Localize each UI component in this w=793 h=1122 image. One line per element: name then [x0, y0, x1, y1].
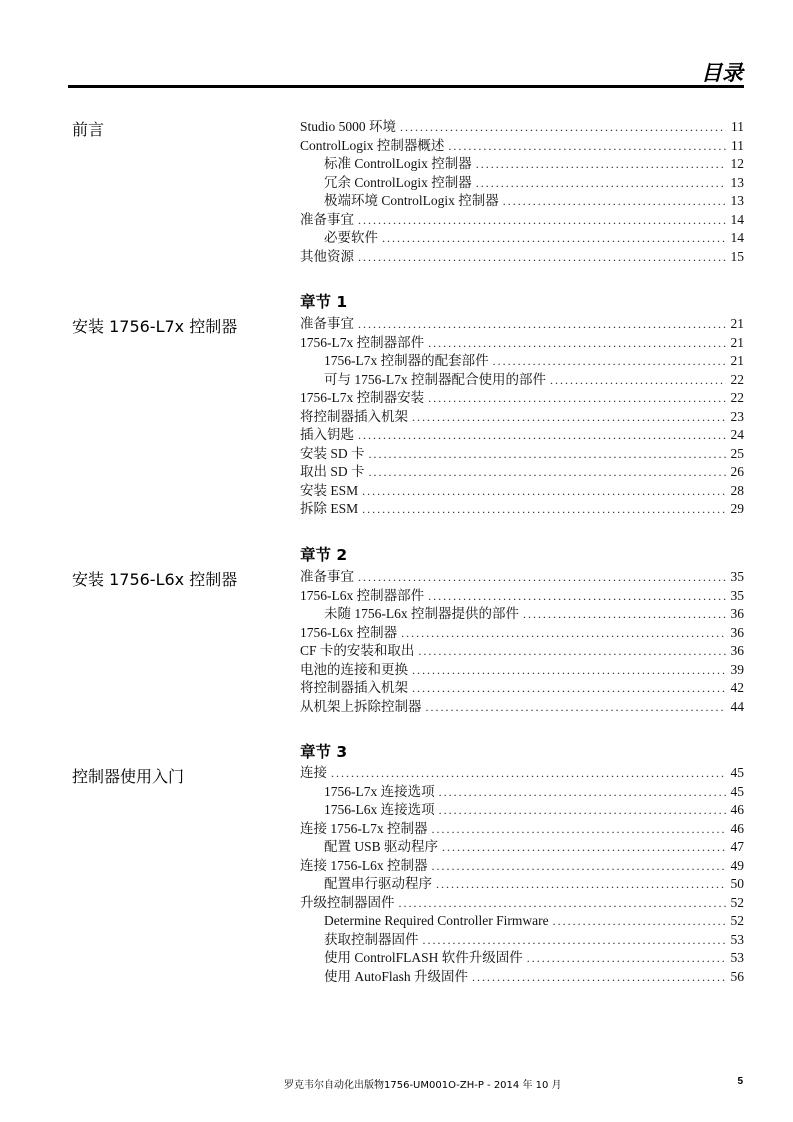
- toc-entry-page: 53: [730, 931, 744, 947]
- section-title: 安装 1756-L7x 控制器: [72, 317, 238, 336]
- toc-entry-text: 必要软件: [324, 230, 378, 245]
- dot-leader: [362, 500, 726, 519]
- toc-entry-page: 21: [730, 316, 744, 331]
- toc-entry-text: 连接 1756-L6x 控制器: [300, 857, 428, 873]
- toc-entry-page: 23: [730, 408, 744, 424]
- chapter-label: 章节 3: [300, 743, 348, 761]
- section-title: 控制器使用入门: [72, 767, 185, 786]
- toc-entry[interactable]: [300, 408, 744, 427]
- toc-entry-text: 其他资源: [300, 248, 354, 264]
- toc-entry[interactable]: [300, 118, 744, 137]
- section-title: 安装 1756-L6x 控制器: [72, 570, 238, 589]
- toc-entry-page: 13: [730, 174, 744, 190]
- toc-entry[interactable]: [300, 445, 744, 464]
- toc-entry-text: 1756-L6x 连接选项: [324, 802, 435, 817]
- toc-entry-text: 升级控制器固件: [300, 894, 395, 910]
- dot-leader: [432, 857, 727, 876]
- toc-entry[interactable]: [300, 857, 744, 876]
- toc-entry-page: 36: [730, 606, 744, 621]
- toc-entry[interactable]: [300, 137, 744, 156]
- dot-leader: [476, 174, 726, 193]
- chapter-label: 章节 2: [300, 546, 348, 564]
- dot-leader: [442, 838, 726, 857]
- toc-entry-page: 36: [730, 643, 744, 658]
- toc-entry-page: 22: [730, 390, 744, 405]
- toc-list: [300, 315, 744, 519]
- toc-list: [300, 568, 744, 716]
- toc-entry-page: 45: [730, 783, 744, 799]
- toc-entry-text: 安装 SD 卡: [300, 445, 365, 461]
- dot-leader: [369, 463, 726, 482]
- toc-entry-text: 准备事宜: [300, 569, 354, 584]
- toc-entry-page: 24: [730, 427, 744, 442]
- footer-publication: 罗克韦尔自动化出版物1756-UM001O-ZH-P - 2014 年 10 月: [284, 1080, 562, 1091]
- toc-entry-page: 52: [730, 913, 744, 928]
- toc-entry-page: 25: [730, 445, 744, 461]
- toc-entry-text: 连接 1756-L7x 控制器: [300, 820, 428, 836]
- section-title: 前言: [72, 120, 105, 139]
- toc-entry-page: 11: [731, 119, 744, 134]
- toc-entry-text: 1756-L6x 控制器部件: [300, 587, 425, 603]
- toc-entry[interactable]: [300, 968, 744, 987]
- toc-entry-page: 44: [730, 698, 744, 714]
- toc-entry-text: 1756-L7x 控制器部件: [300, 334, 425, 350]
- toc-entry[interactable]: [300, 482, 744, 501]
- dot-leader: [423, 931, 727, 950]
- dot-leader: [331, 764, 726, 783]
- toc-entry-page: 46: [730, 820, 744, 836]
- toc-entry-text: 拆除 ESM: [300, 501, 359, 516]
- dot-leader: [439, 783, 726, 802]
- toc-entry-page: 49: [730, 857, 744, 873]
- toc-entry-page: 15: [730, 248, 744, 264]
- toc-entry-text: 将控制器插入机架: [300, 680, 408, 695]
- dot-leader: [418, 642, 726, 661]
- toc-entry-page: 29: [730, 501, 744, 516]
- toc-entry[interactable]: [300, 624, 744, 643]
- toc-entry-text: ControlLogix 控制器概述: [300, 137, 445, 153]
- toc-entry-text: 安装 ESM: [300, 482, 359, 498]
- toc-entry[interactable]: [300, 192, 744, 211]
- toc-entry-page: 47: [730, 839, 744, 854]
- title-rule: [68, 85, 744, 88]
- toc-entry-page: 35: [730, 569, 744, 584]
- toc-entry-page: 22: [730, 371, 744, 387]
- dot-leader: [400, 118, 726, 137]
- toc-entry[interactable]: [300, 605, 744, 624]
- toc-entry-page: 46: [730, 802, 744, 817]
- dot-leader: [428, 587, 726, 606]
- toc-entry-page: 21: [730, 353, 744, 368]
- toc-entry-text: 极端环境 ControlLogix 控制器: [324, 193, 499, 208]
- toc-entry-page: 36: [730, 624, 744, 640]
- toc-entry[interactable]: [300, 174, 744, 193]
- toc-entry-text: Studio 5000 环境: [300, 119, 397, 134]
- toc-entry[interactable]: [300, 931, 744, 950]
- dot-leader: [412, 661, 726, 680]
- dot-leader: [401, 624, 726, 643]
- dot-leader: [426, 698, 727, 717]
- toc-entry[interactable]: [300, 334, 744, 353]
- chapter-label: 章节 1: [300, 293, 348, 311]
- toc-entry-text: CF 卡的安装和取出: [300, 643, 415, 658]
- toc-entry-page: 13: [730, 193, 744, 208]
- toc-entry[interactable]: [300, 211, 744, 230]
- toc-entry-text: 1756-L7x 控制器安装: [300, 390, 425, 405]
- toc-list: [300, 764, 744, 986]
- toc-list: [300, 118, 744, 266]
- toc-entry-text: 可与 1756-L7x 控制器配合使用的部件: [324, 371, 546, 387]
- toc-entry-text: Determine Required Controller Firmware: [324, 913, 549, 928]
- toc-entry[interactable]: [300, 568, 744, 587]
- toc-entry[interactable]: [300, 912, 744, 931]
- toc-entry[interactable]: [300, 389, 744, 408]
- toc-entry-page: 52: [730, 894, 744, 910]
- toc-entry-text: 标准 ControlLogix 控制器: [324, 156, 472, 171]
- toc-entry-text: 使用 AutoFlash 升级固件: [324, 968, 469, 984]
- toc-entry-text: 获取控制器固件: [324, 931, 419, 947]
- toc-entry[interactable]: [300, 500, 744, 519]
- toc-entry[interactable]: [300, 426, 744, 445]
- toc-entry-text: 冗余 ControlLogix 控制器: [324, 174, 472, 190]
- dot-leader: [493, 352, 726, 371]
- toc-entry-text: 连接: [300, 765, 327, 780]
- dot-leader: [382, 229, 726, 248]
- dot-leader: [362, 482, 726, 501]
- toc-entry-text: 准备事宜: [300, 316, 354, 331]
- dot-leader: [472, 968, 726, 987]
- toc-entry-text: 取出 SD 卡: [300, 464, 365, 479]
- dot-leader: [553, 912, 726, 931]
- toc-entry-text: 1756-L7x 控制器的配套部件: [324, 353, 489, 368]
- toc-entry[interactable]: [300, 352, 744, 371]
- toc-entry[interactable]: [300, 801, 744, 820]
- toc-entry[interactable]: [300, 315, 744, 334]
- toc-entry-text: 插入钥匙: [300, 427, 354, 442]
- toc-entry-page: 28: [730, 482, 744, 498]
- page-number: 5: [737, 1076, 743, 1087]
- toc-entry-text: 配置 USB 驱动程序: [324, 839, 439, 854]
- toc-entry-text: 从机架上拆除控制器: [300, 698, 422, 714]
- toc-entry-text: 1756-L6x 控制器: [300, 624, 398, 640]
- toc-entry-page: 21: [730, 334, 744, 350]
- dot-leader: [358, 315, 726, 334]
- toc-entry-page: 42: [730, 680, 744, 695]
- dot-leader: [358, 568, 726, 587]
- toc-entry-text: 将控制器插入机架: [300, 408, 408, 424]
- toc-entry[interactable]: [300, 679, 744, 698]
- toc-entry-text: 电池的连接和更换: [300, 661, 408, 677]
- toc-entry[interactable]: [300, 894, 744, 913]
- toc-entry-text: 准备事宜: [300, 211, 354, 227]
- toc-entry[interactable]: [300, 248, 744, 267]
- toc-entry-text: 使用 ControlFLASH 软件升级固件: [324, 950, 523, 965]
- dot-leader: [428, 389, 726, 408]
- dot-leader: [523, 605, 726, 624]
- toc-entry[interactable]: [300, 838, 744, 857]
- dot-leader: [503, 192, 726, 211]
- toc-entry-page: 56: [730, 968, 744, 984]
- toc-entry-page: 14: [730, 211, 744, 227]
- toc-entry-page: 12: [730, 156, 744, 171]
- page-title: 目录: [701, 62, 743, 85]
- toc-entry[interactable]: [300, 764, 744, 783]
- toc-entry[interactable]: [300, 698, 744, 717]
- toc-entry-page: 53: [730, 950, 744, 965]
- toc-entry[interactable]: [300, 587, 744, 606]
- toc-entry[interactable]: [300, 875, 744, 894]
- toc-entry[interactable]: [300, 371, 744, 390]
- toc-entry[interactable]: [300, 155, 744, 174]
- toc-entry-page: 50: [730, 876, 744, 891]
- toc-entry-page: 39: [730, 661, 744, 677]
- dot-leader: [358, 426, 726, 445]
- toc-entry-page: 11: [731, 137, 744, 153]
- toc-entry[interactable]: [300, 820, 744, 839]
- toc-entry-text: 未随 1756-L6x 控制器提供的部件: [324, 606, 519, 621]
- dot-leader: [432, 820, 727, 839]
- dot-leader: [358, 248, 726, 267]
- toc-entry-page: 14: [730, 230, 744, 245]
- dot-leader: [476, 155, 726, 174]
- dot-leader: [436, 875, 726, 894]
- dot-leader: [399, 894, 727, 913]
- dot-leader: [550, 371, 726, 390]
- toc-entry[interactable]: [300, 463, 744, 482]
- toc-entry[interactable]: [300, 661, 744, 680]
- toc-entry[interactable]: [300, 229, 744, 248]
- toc-entry-page: 26: [730, 464, 744, 479]
- dot-leader: [527, 949, 726, 968]
- dot-leader: [439, 801, 726, 820]
- toc-entry-text: 配置串行驱动程序: [324, 876, 432, 891]
- dot-leader: [412, 679, 726, 698]
- dot-leader: [358, 211, 726, 230]
- toc-entry-page: 35: [730, 587, 744, 603]
- dot-leader: [428, 334, 726, 353]
- toc-entry[interactable]: [300, 783, 744, 802]
- dot-leader: [369, 445, 726, 464]
- dot-leader: [448, 137, 726, 156]
- toc-entry-text: 1756-L7x 连接选项: [324, 783, 435, 799]
- toc-entry[interactable]: [300, 949, 744, 968]
- dot-leader: [412, 408, 726, 427]
- toc-entry[interactable]: [300, 642, 744, 661]
- toc-entry-page: 45: [730, 765, 744, 780]
